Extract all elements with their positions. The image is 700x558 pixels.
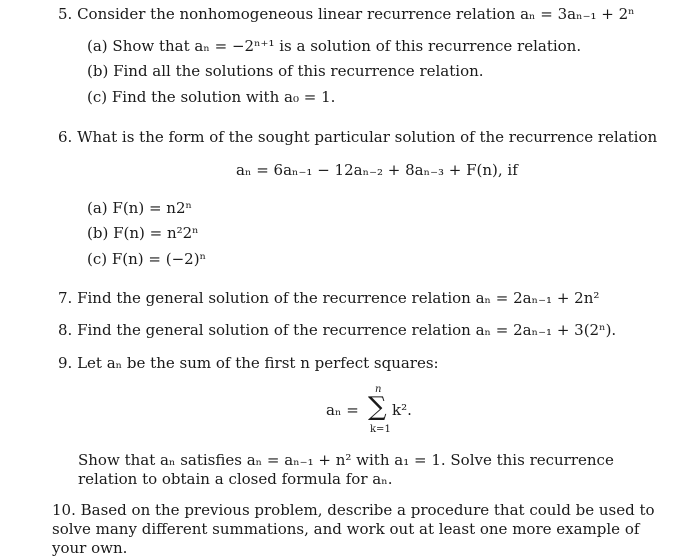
problem-6-part-c: (c) F(n) = (−2)ⁿ (87, 250, 207, 268)
problem-6-part-b: (b) F(n) = n²2ⁿ (87, 224, 199, 242)
summation-sigma: ∑ (368, 392, 387, 422)
problem-5-part-c: (c) Find the solution with a₀ = 1. (87, 88, 336, 106)
problem-9-summation (326, 386, 446, 434)
problem-5-statement: 5. Consider the nonhomogeneous linear recurrence relation aₙ = 3aₙ₋₁ + 2ⁿ (58, 5, 635, 23)
problem-10-statement: 10. Based on the previous problem, describe a procedure that could be used to solve many different summations, and work out at least one more example of your own. (52, 501, 655, 557)
problem-9-followup: Show that aₙ satisfies aₙ = aₙ₋₁ + n² with a₁ = 1. Solve this recurrence relation to obtain a closed formula for aₙ. (78, 451, 614, 488)
summation-lower-limit: k=1 (370, 424, 391, 435)
problem-6-statement: 6. What is the form of the sought particular solution of the recurrence relation (58, 128, 658, 146)
summation-lhs: aₙ = (326, 401, 359, 419)
problem-6-part-a: (a) F(n) = n2ⁿ (87, 199, 192, 217)
problem-5-part-a: (a) Show that aₙ = −2ⁿ⁺¹ is a solution of this recurrence relation. (87, 37, 582, 55)
problem-6-display-equation: aₙ = 6aₙ₋₁ − 12aₙ₋₂ + 8aₙ₋₃ + F(n), if (236, 161, 518, 179)
summation-term: k². (392, 401, 412, 419)
problem-8-statement: 8. Find the general solution of the recurrence relation aₙ = 2aₙ₋₁ + 3(2ⁿ). (58, 321, 617, 339)
summation-upper-limit: n (375, 384, 382, 395)
problem-5-part-b: (b) Find all the solutions of this recurrence relation. (87, 62, 484, 80)
problem-9-statement: 9. Let aₙ be the sum of the first n perfect squares: (58, 354, 439, 372)
problem-7-statement: 7. Find the general solution of the recurrence relation aₙ = 2aₙ₋₁ + 2n² (58, 289, 600, 307)
